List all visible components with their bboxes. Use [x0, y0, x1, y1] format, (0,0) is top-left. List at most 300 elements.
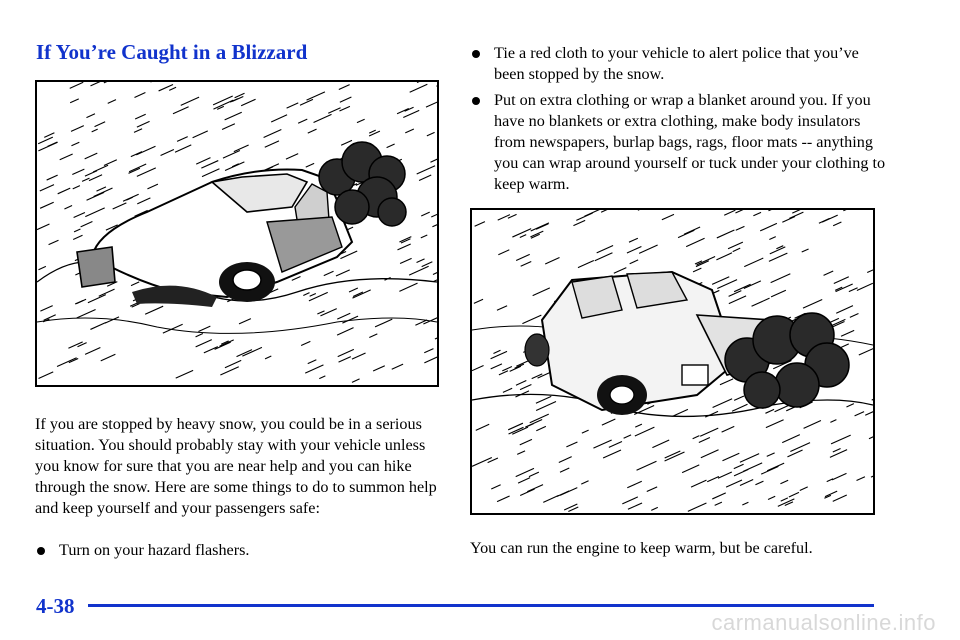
snow-streak — [849, 288, 858, 292]
snow-streak — [603, 450, 621, 458]
snow-streak — [637, 461, 657, 470]
snow-streak — [716, 253, 732, 260]
snow-streak — [419, 175, 431, 180]
snow-streak — [766, 420, 784, 428]
snow-streak — [410, 84, 428, 92]
snow-streak — [47, 175, 58, 180]
snow-streak — [85, 348, 100, 355]
snow-streak — [57, 358, 77, 367]
snow-streak — [722, 426, 735, 432]
snow-streak — [93, 165, 108, 172]
snow-streak — [37, 224, 49, 230]
snow-streak — [73, 235, 82, 239]
snow-streak — [104, 160, 117, 166]
snow-streak — [682, 465, 699, 473]
snow-streak — [417, 82, 427, 83]
snow-streak — [651, 507, 658, 510]
snow-streak — [688, 503, 707, 511]
snow-streak — [520, 235, 526, 238]
snow-streak — [865, 408, 873, 415]
snow-streak — [832, 473, 846, 479]
snow-streak — [518, 478, 530, 483]
snow-streak — [564, 504, 577, 510]
snow-streak — [502, 367, 512, 371]
snow-streak — [497, 496, 510, 502]
snow-streak — [196, 158, 210, 164]
snow-streak — [743, 463, 762, 472]
snow-streak — [831, 435, 851, 444]
snow-streak — [800, 487, 808, 491]
snow-streak — [755, 481, 763, 485]
snow-streak — [597, 245, 613, 252]
snow-streak — [601, 210, 612, 212]
snow-streak — [131, 152, 142, 157]
snow-streak — [536, 402, 556, 411]
snow-streak — [752, 298, 770, 306]
snow-streak — [96, 187, 106, 191]
snow-streak — [804, 421, 821, 429]
snow-streak — [520, 439, 532, 444]
snow-streak — [72, 169, 84, 174]
snow-streak — [712, 277, 729, 285]
snow-streak — [735, 210, 744, 213]
snow-streak — [686, 238, 704, 246]
snow-streak — [768, 210, 784, 211]
snow-streak — [734, 284, 750, 291]
snow-streak — [736, 226, 745, 230]
snow-streak — [573, 220, 585, 225]
page-number: 4-38 — [36, 594, 75, 618]
snow-streak — [857, 477, 865, 481]
snow-streak — [135, 114, 146, 119]
snow-streak — [126, 197, 132, 200]
snow-streak — [712, 493, 725, 499]
snow-streak — [595, 253, 613, 261]
snow-streak — [369, 334, 377, 338]
snow-streak — [765, 409, 774, 413]
snow-streak — [843, 210, 863, 211]
snow-streak — [352, 290, 370, 298]
snow-streak — [70, 99, 79, 103]
snow-streak — [223, 151, 240, 159]
snow-streak — [855, 412, 865, 416]
snow-streak — [76, 299, 86, 303]
snow-streak — [740, 454, 759, 463]
snow-streak — [204, 347, 218, 353]
snow-streak — [771, 290, 786, 297]
snow-streak — [409, 266, 429, 275]
snow-streak — [161, 150, 174, 156]
section-title: If You’re Caught in a Blizzard — [36, 40, 308, 64]
watermark: carmanualsonline.info — [711, 610, 936, 635]
snow-streak — [834, 277, 849, 284]
snow-streak — [499, 371, 508, 375]
snow-streak — [426, 99, 437, 107]
snow-streak — [624, 435, 631, 438]
snow-streak — [357, 119, 365, 122]
snow-streak — [578, 261, 594, 268]
snow-streak — [701, 450, 719, 458]
snow-streak — [769, 237, 775, 240]
snow-streak — [700, 428, 718, 436]
snow-streak — [635, 427, 655, 436]
snow-streak — [830, 420, 836, 423]
snow-streak — [421, 235, 427, 238]
snow-streak — [699, 438, 710, 443]
snow-streak — [530, 414, 549, 423]
snow-streak — [220, 340, 234, 346]
snow-streak — [734, 396, 744, 400]
snow-streak — [584, 210, 603, 216]
snow-streak — [857, 283, 873, 290]
snow-streak — [305, 365, 323, 373]
snow-streak — [341, 140, 352, 145]
snow-streak — [73, 186, 80, 189]
snow-streak — [424, 355, 437, 363]
snow-streak — [213, 96, 233, 105]
snow-streak — [181, 97, 199, 105]
snow-streak — [265, 141, 279, 147]
snow-streak — [430, 159, 437, 162]
snow-streak — [95, 122, 106, 127]
snow-streak — [309, 292, 328, 300]
snow-streak — [609, 442, 622, 448]
snow-streak — [421, 212, 429, 216]
snow-streak — [320, 309, 336, 316]
snow-streak — [137, 198, 150, 204]
snow-streak — [726, 480, 742, 487]
snow-streak — [241, 99, 255, 105]
snow-streak — [90, 323, 105, 330]
snow-streak — [647, 487, 657, 492]
snow-streak — [40, 306, 52, 312]
snow-streak — [582, 430, 589, 433]
snow-streak — [436, 83, 437, 86]
snow-streak — [836, 306, 853, 314]
snow-streak — [48, 142, 58, 146]
snow-streak — [830, 450, 847, 458]
snow-streak — [397, 109, 409, 114]
snow-streak — [201, 161, 218, 169]
snow-streak — [337, 313, 350, 319]
snow-streak — [517, 451, 525, 455]
snow-streak — [560, 488, 577, 496]
snow-streak — [38, 137, 53, 144]
snow-streak — [77, 310, 96, 319]
intro-paragraph: If you are stopped by heavy snow, you could be in a serious situation. You should probably stay with your vehicle unless you know for sure that you are near help and you can hike through the snow. Here are some things to do to summon help and keep yourself and your passengers safe: — [35, 415, 437, 517]
snow-streak — [196, 340, 212, 347]
snow-streak — [559, 457, 572, 463]
snow-streak — [527, 485, 543, 492]
snow-streak — [782, 435, 800, 443]
snow-streak — [88, 295, 106, 303]
snow-streak — [744, 258, 763, 267]
bullet-text: Put on extra clothing or wrap a blanket around you. If you have no blankets or extra clothing, make body insulators from newspapers, burlap bags, rags, floor mats -- anything you can wrap around yourself or tuck under your clothing to keep warm. — [494, 91, 886, 193]
snow-streak — [242, 347, 262, 356]
snow-streak — [198, 326, 210, 331]
snow-streak — [602, 419, 615, 425]
snow-streak — [422, 262, 433, 267]
snow-streak — [310, 294, 316, 297]
snow-streak — [397, 244, 410, 250]
snow-streak — [417, 166, 435, 174]
snow-streak — [767, 463, 784, 471]
snow-streak — [696, 261, 709, 267]
snow-streak — [431, 213, 437, 217]
snow-streak — [432, 218, 437, 227]
snow-streak — [827, 479, 833, 482]
snow-streak — [803, 300, 822, 309]
engine-warning-paragraph: You can run the engine to keep warm, but be careful. — [470, 539, 813, 557]
snow-streak — [512, 229, 531, 237]
snow-streak — [352, 353, 366, 359]
snow-streak — [516, 381, 526, 386]
snow-streak — [44, 133, 54, 138]
snow-streak — [545, 258, 559, 264]
snow-streak — [841, 330, 854, 336]
snow-streak — [531, 223, 549, 231]
snow-streak — [405, 129, 414, 133]
snow-streak — [314, 114, 332, 122]
bullet-hazard-flashers — [35, 540, 435, 561]
snow-streak — [566, 442, 577, 447]
snow-streak — [60, 154, 73, 160]
bullet-dot-icon — [472, 97, 480, 105]
snow-streak — [780, 480, 788, 483]
snow-streak — [742, 502, 748, 505]
snow-streak — [129, 164, 146, 172]
snow-streak — [734, 464, 744, 468]
snow-streak — [101, 354, 116, 361]
snow-streak — [789, 212, 803, 218]
snow-streak — [196, 334, 203, 337]
snow-streak — [833, 449, 841, 452]
snow-streak — [225, 360, 241, 367]
snow-streak — [767, 453, 775, 457]
snow-streak — [403, 110, 419, 117]
snow-streak — [850, 314, 859, 318]
snow-streak — [38, 372, 53, 379]
snow-streak — [92, 129, 98, 132]
snow-streak — [491, 364, 502, 369]
snow-streak — [628, 503, 642, 509]
snow-streak — [74, 229, 80, 232]
snow-streak — [38, 266, 45, 269]
snow-streak — [375, 319, 392, 327]
snow-streak — [134, 93, 145, 98]
snow-streak — [220, 367, 238, 375]
snow-streak — [529, 472, 539, 476]
snow-streak — [137, 121, 150, 127]
bullet-extra-clothing — [470, 90, 890, 195]
snow-streak — [715, 502, 722, 505]
snow-streak — [789, 492, 799, 497]
snow-streak — [222, 124, 235, 130]
snow-streak — [40, 202, 54, 208]
snow-streak — [306, 163, 314, 167]
snow-streak — [265, 356, 271, 359]
snow-streak — [264, 130, 282, 138]
snow-streak — [303, 293, 309, 296]
snow-streak — [85, 208, 104, 217]
snow-streak — [476, 424, 489, 430]
snow-streak — [177, 137, 188, 142]
snow-streak — [498, 250, 509, 255]
snow-streak — [475, 222, 485, 227]
snow-streak — [85, 153, 98, 159]
snow-streak — [137, 168, 156, 177]
snow-streak — [733, 248, 741, 251]
snow-streak — [652, 440, 669, 448]
snow-streak — [728, 242, 743, 249]
snow-streak — [744, 281, 761, 289]
snow-streak — [536, 224, 548, 230]
blizzard-truck-illustration — [470, 208, 875, 515]
snow-streak — [635, 424, 642, 427]
snow-streak — [781, 498, 788, 501]
snow-streak — [134, 129, 142, 133]
bullet-text: Turn on your hazard flashers. — [59, 541, 250, 559]
snow-streak — [286, 154, 298, 160]
snow-streak — [474, 299, 483, 303]
snow-streak — [722, 453, 739, 461]
snow-streak — [145, 306, 163, 314]
snow-streak — [859, 348, 873, 355]
snow-streak — [340, 97, 352, 102]
snow-streak — [491, 485, 500, 489]
snow-streak — [718, 472, 732, 478]
snow-streak — [707, 477, 719, 482]
snow-streak — [872, 394, 873, 400]
snow-streak — [433, 267, 437, 275]
snow-streak — [176, 370, 193, 378]
snow-streak — [802, 249, 809, 252]
snow-streak — [521, 261, 532, 266]
snow-streak — [230, 99, 238, 102]
snow-streak — [472, 365, 484, 370]
snow-streak — [324, 271, 334, 275]
snow-streak — [193, 131, 208, 138]
snow-streak — [824, 271, 834, 275]
snow-streak — [627, 247, 641, 254]
snow-streak — [543, 495, 558, 502]
snow-streak — [308, 129, 317, 133]
snow-streak — [300, 99, 313, 105]
snow-streak — [662, 214, 674, 219]
snow-streak — [49, 240, 59, 244]
snow-streak — [40, 185, 54, 191]
footer-divider — [88, 604, 874, 607]
snow-streak — [693, 436, 700, 439]
snow-streak — [58, 188, 71, 194]
snow-streak — [307, 92, 325, 100]
snow-streak — [271, 115, 287, 122]
snow-streak — [338, 349, 354, 356]
snow-streak — [82, 178, 89, 181]
snow-streak — [104, 82, 122, 83]
snow-streak — [493, 350, 500, 353]
snow-streak — [113, 203, 127, 209]
snow-streak — [387, 144, 395, 148]
snow-streak — [292, 277, 301, 281]
snow-streak — [790, 443, 810, 452]
snow-streak — [693, 268, 701, 272]
snow-streak — [516, 254, 530, 260]
snow-streak — [417, 259, 425, 263]
snow-streak — [536, 396, 551, 403]
snow-streak — [581, 481, 588, 484]
snow-streak — [147, 184, 157, 189]
snow-streak — [71, 126, 84, 132]
snow-streak — [435, 332, 437, 339]
snow-streak — [760, 223, 777, 231]
snow-streak — [71, 142, 79, 146]
snow-streak — [81, 222, 93, 227]
snow-streak — [761, 466, 778, 474]
snow-streak — [833, 222, 841, 226]
snow-streak — [99, 289, 115, 296]
snow-streak — [298, 119, 307, 123]
snow-streak — [697, 257, 716, 265]
snow-streak — [769, 253, 787, 261]
snow-streak — [369, 130, 376, 133]
bullet-dot-icon — [37, 547, 45, 555]
snow-streak — [846, 404, 853, 407]
snow-streak — [339, 357, 351, 363]
snow-streak — [536, 426, 546, 430]
snow-streak — [239, 319, 251, 324]
snow-streak — [614, 268, 627, 274]
snow-streak — [717, 230, 735, 238]
snow-streak — [339, 106, 349, 111]
snow-streak — [627, 481, 641, 488]
snow-streak — [787, 450, 802, 457]
snow-streak — [724, 210, 735, 215]
snow-streak — [336, 270, 350, 276]
snow-streak — [319, 376, 325, 379]
snow-streak — [175, 145, 191, 152]
bullet-dot-icon — [472, 50, 480, 58]
snow-streak — [867, 268, 873, 272]
snow-streak — [424, 349, 433, 353]
snow-streak — [131, 282, 139, 286]
snow-streak — [678, 230, 694, 237]
snow-streak — [202, 169, 219, 177]
snow-streak — [533, 288, 550, 296]
snow-streak — [833, 495, 847, 501]
snow-streak — [352, 379, 360, 382]
snow-streak — [871, 472, 873, 477]
snow-streak — [225, 112, 242, 120]
blizzard-car-illustration — [35, 80, 439, 387]
snow-streak — [713, 399, 733, 408]
snow-streak — [560, 468, 569, 472]
snow-streak — [729, 296, 746, 304]
snow-streak — [498, 215, 510, 220]
snow-streak — [684, 227, 700, 234]
snow-streak — [308, 360, 317, 364]
snow-streak — [639, 245, 657, 253]
snow-streak — [287, 103, 299, 108]
snow-streak — [503, 388, 512, 392]
snow-streak — [349, 288, 358, 292]
bullet-text: Tie a red cloth to your vehicle to alert police that you’ve been stopped by the snow. — [494, 44, 859, 83]
snow-streak — [234, 145, 249, 152]
snow-streak — [753, 212, 761, 215]
snow-streak — [392, 364, 403, 369]
snow-streak — [74, 212, 85, 217]
snow-streak — [491, 351, 507, 358]
